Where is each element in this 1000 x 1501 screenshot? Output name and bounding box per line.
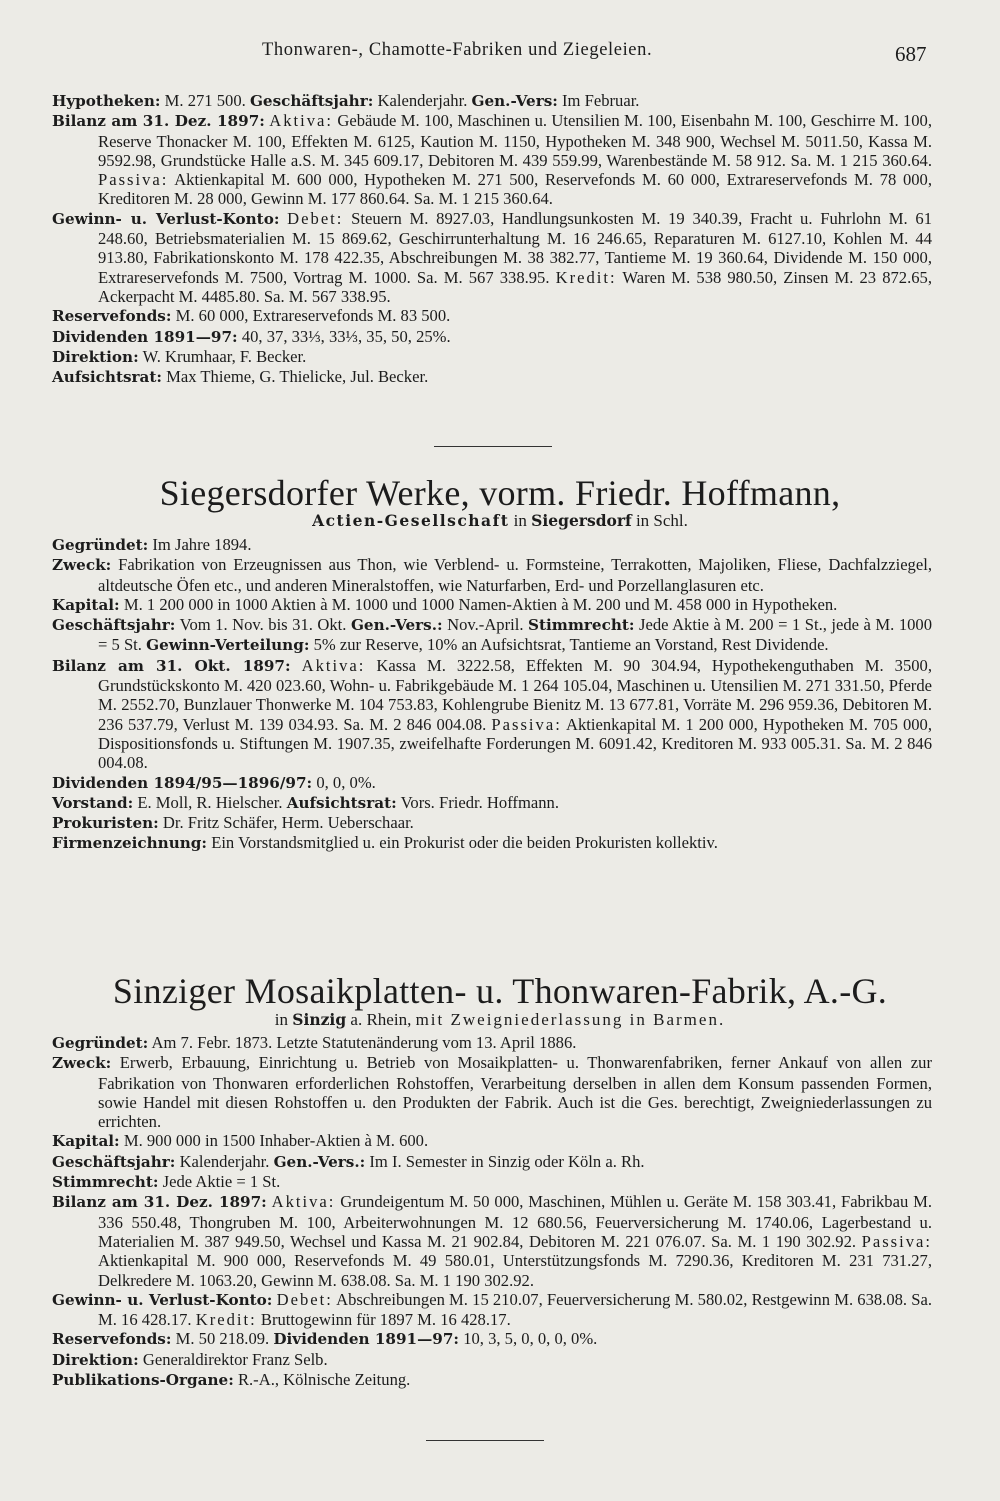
- entry-dividenden: Dividenden 1894/95—1896/97: 0, 0, 0%.: [52, 772, 376, 792]
- entry-gegruendet: Gegründet: Im Jahre 1894.: [52, 535, 252, 554]
- running-head: [0, 40, 1000, 68]
- entry-prokuristen: Prokuristen: Dr. Fritz Schäfer, Herm. Ueberschaar.: [52, 813, 414, 833]
- sinzig-block: [52, 1033, 932, 1390]
- bottom-divider: [426, 1440, 544, 1441]
- company-subtitle-sinzig: in Sinzig a. Rhein, mit Zweigniederlassung in Barmen.: [274, 1010, 726, 1029]
- entry-direktion: Direktion: W. Krumhaar, F. Becker.: [52, 346, 307, 366]
- entry-gegruendet: Gegründet: Am 7. Febr. 1873. Letzte Statutenänderung vom 13. April 1886.: [52, 1033, 577, 1052]
- page-number: 687: [895, 42, 927, 66]
- entry-zweck: Zweck: Erwerb, Erbauung, Einrichtung u. Betrieb von Mosaikplatten- u. Thonwarenfabriken, ferner Ankauf von allen zur Fabrikation von Thonwaren erforderlichen Rohstoffen, Verarbeitung derselben in allen dem Konsum passenden Formen, sowie Handel mit diesen Rohstoffen u. den Produkten der Fabrik. Auch ist die Ges. berechtigt, Zweigniederlassungen zu errichten.: [52, 1053, 932, 1132]
- entry-firmenzeichnung: Firmenzeichnung: Ein Vorstandsmitglied u. ein Prokurist oder die beiden Prokuristen kollektiv.: [52, 833, 718, 853]
- entry-vorstand: Vorstand: E. Moll, R. Hielscher. Aufsichtsrat: Vors. Friedr. Hoffmann.: [52, 792, 559, 812]
- siegersdorf-block: [52, 535, 932, 854]
- previous-company-block: [52, 91, 932, 387]
- entry-gewinn-verlust: Gewinn- u. Verlust-Konto: Debet: Steuern M. 8927.03, Handlungsunkosten M. 19 340.39, Fracht u. Fuhrlohn M. 61 248.60, Betriebsmaterialien M. 15 869.62, Geschirrunterhaltung M. 16 246.65, Reparaturen M. 6127.10, Kohlen M. 44 913.80, Fabrikationskonto M. 178 422.35, Abschreibungen M. 38 382.77, Tantieme M. 19 360.64, Dividende M. 150 000, Extrareservefonds M. 7500, Vortrag M. 1000. Sa. M. 567 338.95. Kredit: Waren M. 538 980.50, Zinsen M. 23 872.65, Ackerpacht M. 4485.80. Sa. M. 567 338.95.: [52, 208, 933, 306]
- entry-bilanz: Bilanz am 31. Okt. 1897: Aktiva: Kassa M. 3222.58, Effekten M. 90 304.94, Hypothekenguthaben M. 3500, Grundstückskonto M. 420 023.60, Wohn- u. Fabrikgebäude M. 1 264 105.04, Maschinen u. Utensilien M. 271 331.50, Pferde M. 2552.70, Bunzlauer Thonwerke M. 104 753.83, Kohlengrube Bienitz M. 13 677.81, Vorräte M. 296 959.36, Debitoren M. 236 537.79, Verlust M. 139 034.93. Sa. M. 2 846 004.08. Passiva: Aktienkapital M. 1 200 000, Hypotheken M. 705 000, Dispositionsfonds u. Stiftungen M. 1907.35, zweifelhafte Forderungen M. 6091.42, Kreditoren M. 933 005.31. Sa. M. 2 846 004.08.: [52, 655, 932, 773]
- running-title: Thonwaren-, Chamotte-Fabriken und Ziegeleien.: [262, 40, 653, 60]
- entry-aufsichtsrat: Aufsichtsrat: Max Thieme, G. Thielicke, Jul. Becker.: [52, 367, 429, 387]
- entry-gewinn-verlust: Gewinn- u. Verlust-Konto: Debet: Abschreibungen M. 15 210.07, Feuerversicherung M. 580.02, Restgewinn M. 638.08. Sa. M. 16 428.17. Kredit: Bruttogewinn für 1897 M. 16 428.17.: [52, 1289, 932, 1330]
- entry-hypotheken: Hypotheken: M. 271 500. Geschäftsjahr: Kalenderjahr. Gen.-Vers: Im Februar.: [52, 91, 640, 110]
- entry-geschaeftsjahr: Geschäftsjahr: Vom 1. Nov. bis 31. Okt. Gen.-Vers.: Nov.-April. Stimmrecht: Jede Aktie à M. 200 = 1 St., jede à M. 1000 = 5 St. Gewinn-Verteilung: 5% zur Reserve, 10% an Aufsichtsrat, Tantieme an Vorstand, Rest Dividende.: [52, 615, 933, 655]
- entry-publikationsorgane: Publikations-Organe: R.-A., Kölnische Zeitung.: [52, 1370, 411, 1390]
- company-title-sinzig: Sinziger Mosaikplatten- u. Thonwaren-Fabrik, A.-G.: [112, 971, 888, 1011]
- entry-bilanz: Bilanz am 31. Dez. 1897: Aktiva: Gebäude M. 100, Maschinen u. Utensilien M. 100, Eisenbahn M. 100, Geschirre M. 100, Reserve Thonacker M. 100, Effekten M. 6125, Kaution M. 1150, Hypotheken M. 348 900, Wechsel M. 5011.50, Kassa M. 9592.98, Grundstücke Halle a.S. M. 345 609.17, Debitoren M. 439 559.99, Warenbestände M. 58 912. Sa. M. 1 215 360.64. Passiva: Aktienkapital M. 600 000, Hypotheken M. 271 500, Reservefonds M. 60 000, Extrareservefonds M. 78 000, Kreditoren M. 28 000, Gewinn M. 177 860.64. Sa. M. 1 215 360.64.: [52, 111, 932, 209]
- section-divider: [434, 446, 552, 447]
- entry-direktion: Direktion: Generaldirektor Franz Selb.: [52, 1349, 328, 1369]
- entry-geschaeftsjahr: Geschäftsjahr: Kalenderjahr. Gen.-Vers.: Im I. Semester in Sinzig oder Köln a. Rh.: [52, 1151, 645, 1171]
- entry-bilanz: Bilanz am 31. Dez. 1897: Aktiva: Grundeigentum M. 50 000, Maschinen, Mühlen u. Geräte M. 158 303.41, Fabrikbau M. 336 550.48, Thongruben M. 100, Arbeiterwohnungen M. 12 680.56, Feuerversicherung M. 1740.06, Lagerbestand u. Materialien M. 387 949.50, Wechsel und Kassa M. 21 902.84, Debitoren M. 221 076.07. Sa. M. 1 190 302.92. Passiva: Aktienkapital M. 900 000, Reservefonds M. 49 580.01, Unterstützungsfonds M. 7290.36, Kreditoren M. 231 731.27, Delkredere M. 1063.20, Gewinn M. 638.08. Sa. M. 1 190 302.92.: [52, 1192, 932, 1290]
- entry-kapital: Kapital: M. 1 200 000 in 1000 Aktien à M. 1000 und 1000 Namen-Aktien à M. 200 und M. 458 000 in Hypotheken.: [52, 594, 838, 614]
- entry-zweck: Zweck: Fabrikation von Erzeugnissen aus Thon, wie Verblend- u. Formsteine, Terrakotten, Majoliken, Fliese, Dachfalzziegel, altdeutsche Öfen etc., und anderen Mineralstoffen, wie Naturfarben, Erd- und Porzellanglasuren etc.: [52, 555, 932, 595]
- entry-stimmrecht: Stimmrecht: Jede Aktie = 1 St.: [52, 1172, 281, 1192]
- company-subtitle-siegersdorf: Actien-Gesellschaft in Siegersdorf in Schl.: [312, 511, 688, 530]
- entry-dividenden: Dividenden 1891—97: 40, 37, 33⅓, 33⅓, 35, 50, 25%.: [52, 326, 451, 346]
- company-title-siegersdorf: Siegersdorfer Werke, vorm. Friedr. Hoffmann,: [159, 473, 841, 513]
- entry-reservefonds: Reservefonds: M. 60 000, Extrareservefonds M. 83 500.: [52, 306, 451, 326]
- entry-reservefonds: Reservefonds: M. 50 218.09. Dividenden 1891—97: 10, 3, 5, 0, 0, 0, 0%.: [52, 1329, 598, 1349]
- entry-kapital: Kapital: M. 900 000 in 1500 Inhaber-Aktien à M. 600.: [52, 1131, 429, 1151]
